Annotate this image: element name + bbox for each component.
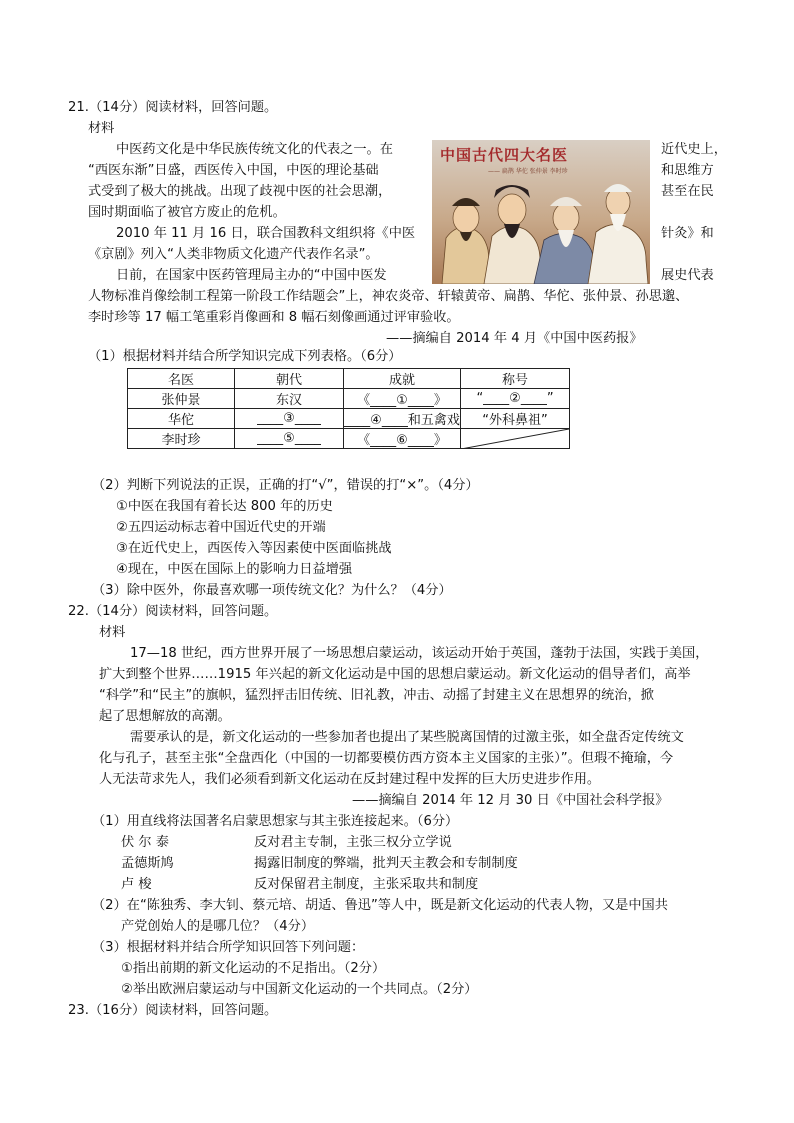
table-row bbox=[128, 389, 570, 409]
table-header-cell: 称号 bbox=[461, 369, 570, 389]
q21-header: 21.（14分）阅读材料，回答问题。 bbox=[68, 100, 278, 115]
answer-blank[interactable]: ____⑤____ bbox=[235, 429, 344, 449]
q22-text: 化与孔子，甚至主张“全盘西化（中国的一切都要模仿西方资本主义国家的主张）”。但瑕不掩瑜，今 bbox=[99, 751, 674, 766]
q21-text: 《京剧》列入“人类非物质文化遗产代表作名录”。 bbox=[88, 247, 379, 262]
q21-text: 近代史上， bbox=[661, 142, 727, 157]
q21-text: 2010 年 11 月 16 日，联合国教科文组织将《中医 bbox=[116, 226, 416, 241]
physicians-table bbox=[127, 368, 570, 449]
q22-source: ——摘编自 2014 年 12 月 30 日《中国社会科学报》 bbox=[352, 793, 669, 808]
thinker-claim[interactable]: 揭露旧制度的弊端，批判天主教会和专制制度 bbox=[254, 856, 518, 871]
q22-sub2: （2）在“陈独秀、李大钊、蔡元培、胡适、鲁迅”等人中，既是新文化运动的代表人物，又是中国共 bbox=[92, 898, 668, 913]
judgement-item: ②五四运动标志着中国近代史的开端 bbox=[116, 520, 326, 535]
q21-text: 日前，在国家中医药管理局主办的“中国中医发 bbox=[116, 268, 387, 283]
q22-sub1: （1）用直线将法国著名启蒙思想家与其主张连接起来。（6分） bbox=[92, 814, 459, 829]
q22-text: 起了思想解放的高潮。 bbox=[99, 709, 231, 724]
table-cell: “外科鼻祖” bbox=[461, 409, 570, 429]
q21-text: 和思维方 bbox=[661, 163, 714, 178]
q21-sub1: （1）根据材料并结合所学知识完成下列表格。（6分） bbox=[88, 349, 402, 364]
table-header-cell: 成就 bbox=[344, 369, 461, 389]
q22-text: 扩大到整个世界……1915 年兴起的新文化运动是中国的思想启蒙运动。新文化运动的倡导者们，高举 bbox=[99, 667, 691, 682]
judgement-item: ①中医在我国有着长达 800 年的历史 bbox=[116, 499, 333, 514]
answer-blank[interactable]: ____③____ bbox=[235, 409, 344, 429]
table-header-cell: 名医 bbox=[128, 369, 235, 389]
table-row bbox=[128, 409, 570, 429]
thinker-claim[interactable]: 反对君主专制，主张三权分立学说 bbox=[254, 835, 452, 850]
q22-sub3-item: ①指出前期的新文化运动的不足指出。（2分） bbox=[121, 961, 386, 976]
table-row bbox=[128, 429, 570, 449]
answer-blank[interactable]: 《____①____》 bbox=[344, 389, 461, 409]
thinker-name[interactable]: 卢 梭 bbox=[121, 877, 152, 892]
q22-header: 22.（14分）阅读材料，回答问题。 bbox=[68, 604, 278, 619]
thinker-name[interactable]: 孟德斯鸠 bbox=[121, 856, 174, 871]
q21-material-label: 材料 bbox=[88, 121, 115, 136]
four-physicians-illustration bbox=[432, 140, 650, 284]
q22-material-label: 材料 bbox=[99, 625, 126, 640]
thinker-claim[interactable]: 反对保留君主制度，主张采取共和制度 bbox=[254, 877, 479, 892]
table-cell: 李时珍 bbox=[128, 429, 235, 449]
q21-text: 展史代表 bbox=[661, 268, 714, 283]
q21-text: 中医药文化是中华民族传统文化的代表之一。在 bbox=[116, 142, 393, 157]
table-cell: 张仲景 bbox=[128, 389, 235, 409]
table-header-row bbox=[128, 369, 570, 389]
q21-text: 人物标准肖像绘制工程第一阶段工作结题会”上，神农炎帝、轩辕黄帝、扁鹊、华佗、张仲景、孙思邈、 bbox=[88, 289, 689, 304]
q21-text: 针灸》和 bbox=[661, 226, 714, 241]
table-header-cell: 朝代 bbox=[235, 369, 344, 389]
q21-sub3: （3）除中医外，你最喜欢哪一项传统文化？为什么？（4分） bbox=[92, 583, 452, 598]
q22-text: 需要承认的是，新文化运动的一些参加者也提出了某些脱离国情的过激主张，如全盘否定传统文 bbox=[130, 730, 684, 745]
physicians-portrait bbox=[432, 140, 650, 284]
q21-sub2: （2）判断下列说法的正误，正确的打“√”，错误的打“×”。（4分） bbox=[92, 478, 479, 493]
illustration-title: 中国古代四大名医 bbox=[440, 146, 569, 164]
q22-text: 人无法苛求先人，我们必须看到新文化运动在反封建过程中发挥的巨大历史进步作用。 bbox=[99, 772, 601, 787]
q21-text: 甚至在民 bbox=[661, 184, 714, 199]
q21-text: “西医东渐”日盛，西医传入中国，中医的理论基础 bbox=[88, 163, 379, 178]
answer-blank[interactable]: ____④____和五禽戏 bbox=[344, 409, 461, 429]
table-cell: 华佗 bbox=[128, 409, 235, 429]
q21-text: 式受到了极大的挑战。出现了歧视中医的社会思潮， bbox=[88, 184, 392, 199]
judgement-item: ③在近代史上，西医传入等因素使中医面临挑战 bbox=[116, 541, 392, 556]
q22-text: “科学”和“民主”的旗帜，猛烈抨击旧传统、旧礼教，冲击、动摇了封建主义在思想界的统治，掀 bbox=[99, 688, 654, 703]
q23-header: 23.（16分）阅读材料，回答问题。 bbox=[68, 1003, 278, 1018]
q21-source: ——摘编自 2014 年 4 月《中国中医药报》 bbox=[386, 331, 643, 346]
thinker-name[interactable]: 伏 尔 泰 bbox=[121, 835, 169, 850]
q21-text: 李时珍等 17 幅工笔重彩肖像画和 8 幅石刻像画通过评审验收。 bbox=[88, 310, 460, 325]
q21-text: 国时期面临了被官方废止的危机。 bbox=[88, 205, 286, 220]
table-cell: 东汉 bbox=[235, 389, 344, 409]
crossed-out-cell bbox=[461, 429, 570, 449]
judgement-item: ④现在，中医在国际上的影响力日益增强 bbox=[116, 562, 353, 577]
q22-sub3-item: ②举出欧洲启蒙运动与中国新文化运动的一个共同点。（2分） bbox=[121, 982, 478, 997]
answer-blank[interactable]: 《____⑥____》 bbox=[344, 429, 461, 449]
q22-sub3: （3）根据材料并结合所学知识回答下列问题： bbox=[92, 940, 365, 955]
answer-blank[interactable]: “____②____” bbox=[461, 389, 570, 409]
illustration-subtitle: —— 扁鹊 华佗 张仲景 李时珍 bbox=[488, 168, 568, 175]
q22-text: 17—18 世纪，西方世界开展了一场思想启蒙运动，该运动开始于英国，蓬勃于法国，实践于美国， bbox=[130, 646, 709, 661]
q22-sub2: 产党创始人的是哪几位？（4分） bbox=[121, 919, 315, 934]
